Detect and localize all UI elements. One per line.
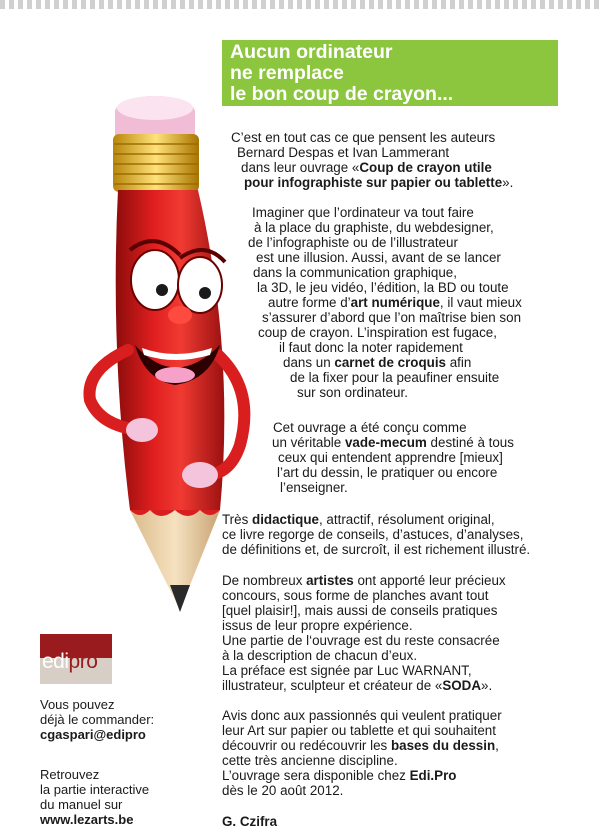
top-dashed-border xyxy=(0,0,600,9)
body-text: il faut donc la noter rapidement xyxy=(279,340,463,355)
body-line xyxy=(244,175,513,190)
body-line xyxy=(222,814,277,829)
body-line xyxy=(222,768,456,783)
body-text: illustrateur, sculpteur et créateur de « xyxy=(222,678,443,693)
body-text: découvrir ou redécouvrir les xyxy=(222,738,391,753)
body-text: ». xyxy=(481,678,493,693)
body-line xyxy=(222,633,500,648)
body-text: Avis donc aux passionnés qui veulent pratiquer xyxy=(222,708,502,723)
body-text: de la fixer pour la peaufiner ensuite xyxy=(290,370,500,385)
body-bold-text: G. Czifra xyxy=(222,814,278,829)
body-text: ce livre regorge de conseils, d’astuces, d’analyses, xyxy=(222,527,524,542)
body-text: à la description de chacun d’eux. xyxy=(222,648,418,663)
body-bold-text: vade-mecum xyxy=(344,435,427,450)
headline-box xyxy=(222,40,558,106)
body-line xyxy=(278,450,503,465)
edipro-logo xyxy=(40,634,112,684)
web-line-3: du manuel sur xyxy=(40,797,123,812)
body-line xyxy=(280,480,348,495)
order-email[interactable]: cgaspari@edipro xyxy=(40,727,146,742)
body-text: dans leur ouvrage « xyxy=(241,160,360,175)
body-text: cette très ancienne discipline. xyxy=(222,753,398,768)
body-bold-text: didactique xyxy=(252,512,319,527)
body-line xyxy=(222,678,492,693)
body-text: dès le 20 août 2012. xyxy=(222,783,344,798)
body-text: Très xyxy=(222,512,253,527)
body-text: coup de crayon. L’inspiration est fugace, xyxy=(258,325,497,340)
body-text: à la place du graphiste, du webdesigner, xyxy=(254,220,494,235)
body-bold-text: SODA xyxy=(442,678,482,693)
body-line xyxy=(277,465,497,480)
body-text: de définitions et, de surcroît, il est richement illustré. xyxy=(222,542,531,557)
body-text: dans la communication graphique, xyxy=(253,265,457,280)
body-bold-text: pour infographiste sur papier ou tablette xyxy=(244,175,503,190)
body-bold-text: art numérique xyxy=(350,295,440,310)
body-line xyxy=(283,355,471,370)
body-text: un véritable xyxy=(272,435,345,450)
body-line xyxy=(222,783,343,798)
body-text: destiné à tous xyxy=(426,435,514,450)
headline-line-3: le bon coup de crayon... xyxy=(230,83,454,105)
body-line xyxy=(253,265,457,280)
body-text: la 3D, le jeu vidéo, l’édition, la BD ou toute xyxy=(257,280,509,295)
body-line xyxy=(231,130,495,145)
headline-line-2: ne remplace xyxy=(230,62,344,84)
body-line xyxy=(237,145,449,160)
body-text: ceux qui entendent apprendre [mieux] xyxy=(278,450,503,465)
body-text: [quel plaisir!], mais aussi de conseils pratiques xyxy=(222,603,498,618)
body-line xyxy=(297,385,408,400)
body-text: ». xyxy=(502,175,514,190)
body-line xyxy=(257,280,509,295)
body-text: , il vaut mieux xyxy=(439,295,522,310)
body-text: concours, sous forme de planches avant tout xyxy=(222,588,489,603)
headline-line-1: Aucun ordinateur xyxy=(230,41,393,63)
body-line xyxy=(268,295,522,310)
body-text: Bernard Despas et Ivan Lammerant xyxy=(237,145,450,160)
body-bold-text: Coup de crayon utile xyxy=(359,160,492,175)
logo-text-pro: pro xyxy=(68,650,98,673)
body-line xyxy=(248,235,458,250)
web-line-2: la partie interactive xyxy=(40,782,150,797)
body-text: sur son ordinateur. xyxy=(297,385,408,400)
body-line xyxy=(222,663,472,678)
body-line xyxy=(222,648,417,663)
body-bold-text: bases du dessin xyxy=(390,738,496,753)
body-text: afin xyxy=(446,355,472,370)
order-line-1: Vous pouvez xyxy=(40,697,115,712)
body-line xyxy=(279,340,463,355)
body-bold-text: carnet de croquis xyxy=(334,355,446,370)
body-text: autre forme d’ xyxy=(268,295,351,310)
body-line xyxy=(290,370,499,385)
body-text: Imaginer que l’ordinateur va tout faire xyxy=(252,205,474,220)
body-line xyxy=(254,220,494,235)
body-line xyxy=(273,420,467,435)
body-line xyxy=(222,708,502,723)
body-line xyxy=(272,435,514,450)
web-line-1: Retrouvez xyxy=(40,767,100,782)
body-text: leur Art sur papier ou tablette et qui souhaitent xyxy=(222,723,496,738)
body-text: l’art du dessin, le pratiquer ou encore xyxy=(277,465,498,480)
logo-wordmark xyxy=(42,651,97,673)
body-line xyxy=(222,542,530,557)
body-line xyxy=(262,310,521,325)
body-text: Cet ouvrage a été conçu comme xyxy=(273,420,467,435)
body-text: l’enseigner. xyxy=(280,480,348,495)
body-line xyxy=(222,512,495,527)
body-text: dans un xyxy=(283,355,335,370)
body-line xyxy=(256,250,501,265)
body-line xyxy=(222,618,413,633)
body-line xyxy=(222,573,506,588)
body-text: est une illusion. Aussi, avant de se lancer xyxy=(256,250,501,265)
body-line xyxy=(222,527,523,542)
body-text: , attractif, résolument original, xyxy=(318,512,495,527)
body-text: , xyxy=(495,738,499,753)
body-text: issus de leur propre expérience. xyxy=(222,618,413,633)
body-line xyxy=(222,738,499,753)
web-url[interactable]: www.lezarts.be xyxy=(40,812,134,827)
body-bold-text: artistes xyxy=(306,573,354,588)
body-text: L’ouvrage sera disponible chez xyxy=(222,768,410,783)
body-text: Une partie de l‘ouvrage est du reste consacrée xyxy=(222,633,500,648)
body-line xyxy=(222,753,398,768)
body-line xyxy=(222,603,497,618)
logo-text-edi: edi xyxy=(42,650,69,673)
web-url-link[interactable] xyxy=(40,812,133,827)
order-line-2: déjà le commander: xyxy=(40,712,155,727)
body-line xyxy=(222,723,496,738)
order-email-link[interactable] xyxy=(40,727,146,742)
body-text: s’assurer d’abord que l’on maîtrise bien son xyxy=(262,310,522,325)
body-line xyxy=(222,588,488,603)
body-line xyxy=(241,160,492,175)
body-text: De nombreux xyxy=(222,573,307,588)
body-text: ont apporté leur précieux xyxy=(353,573,506,588)
body-text: La préface est signée par Luc WARNANT, xyxy=(222,663,472,678)
body-line xyxy=(252,205,474,220)
body-text: C’est en tout cas ce que pensent les auteurs xyxy=(231,130,496,145)
body-text: de l’infographiste ou de l’illustrateur xyxy=(248,235,458,250)
body-line xyxy=(258,325,497,340)
body-bold-text: Edi.Pro xyxy=(409,768,457,783)
